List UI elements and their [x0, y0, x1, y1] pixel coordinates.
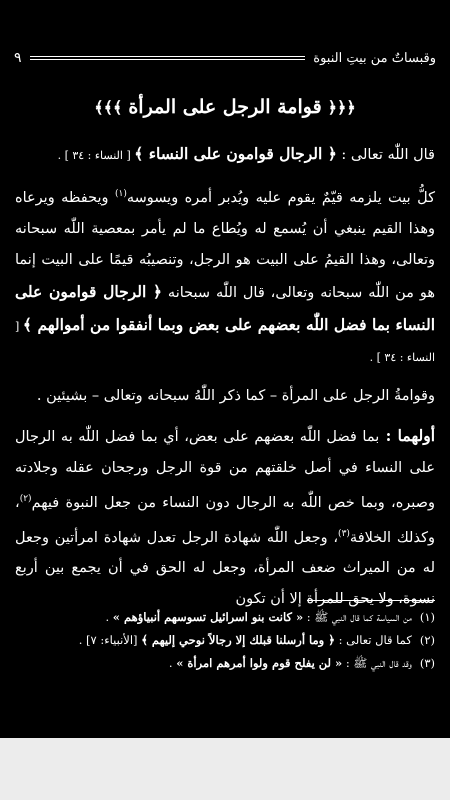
paragraph [15, 179, 435, 373]
hadith-quote: « كانت بنو اسرائيل تسوسهم أنبياؤهم » [112, 610, 304, 624]
text-run: كلُّ بيت يلزمه قيّمٌ يقوم عليه ويُدبر أمره ويسوسه [126, 189, 435, 206]
quran-verse: ﴿ الرجال قوامون على النساء بما فضل اللّٰه بعضهم على بعض وبما أنفقوا من أموالهم ﴾ [15, 281, 435, 334]
footnote [15, 629, 435, 652]
page-number: ٩ [14, 50, 22, 66]
footnote-marker[interactable]: (٢) [19, 493, 32, 504]
hadith-quote: « لن يفلح قوم ولوا أمرهم امرأة » [176, 656, 343, 670]
quran-verse: ﴿ وما أرسلنا قبلك إلا رجالاً نوحي إليهم ﴾ [141, 633, 335, 647]
footnotes [15, 606, 435, 675]
text-run: كما قال تعالى : [334, 633, 412, 647]
footnote [15, 606, 435, 629]
footnote-number: (٣) [419, 656, 435, 670]
footnote-number: (١) [419, 610, 435, 624]
text-run: بما فضل اللّٰه بعضهم على بعض، أي بما فضل اللّٰه به الرجال على النساء في أصل خلقتهم من قوة الرجل ورجحان عقله وجلادته وصبره، وبما خص اللّٰه به الرجال دون النساء من جعل النبوة فيهم [15, 428, 435, 511]
section-title-bar [40, 90, 410, 124]
ornament-bracket-icon: ﴿﴿﴿ [327, 97, 356, 117]
paragraph-lead: أولهما : [379, 425, 436, 445]
paragraph [15, 420, 435, 616]
verse-reference: [الأنبياء: ٧] . [78, 633, 142, 647]
verse-reference: [ النساء : ٣٤ ] . [57, 149, 135, 162]
text-run: . [168, 656, 177, 670]
footnote [15, 652, 435, 675]
verse-reference: [ النساء : ٣٤ ] . [15, 319, 435, 364]
section-title: قوامة الرجل على المرأة [128, 96, 322, 118]
text-run: ويحفظه ويرعاه وهذا القيم ينبغي أن يُسمع له ويُطاع ما لم يأمر بمعصية اللّٰه سبحانه وتعالى، وهذا القيمُ على البيت هو الرجل، وتنصيبُه قيمًا على البيت إنما هو من اللّٰه سبحانه وتعالى، قال اللّٰه سبحانه [15, 189, 435, 301]
quran-verse: ﴿ الرجال قوامون على النساء ﴾ [134, 144, 337, 163]
running-header [14, 47, 436, 69]
ornament-bracket-icon: ﴾﴾﴾ [94, 97, 123, 117]
text-run: وقد قال النبي ﷺ : [342, 656, 412, 670]
text-run: وقوامةُ الرجل على المرأة – كما ذكر اللّٰهُ سبحانه وتعالى – بشيئين . [36, 387, 435, 404]
footnote-marker[interactable]: (٣) [338, 528, 350, 539]
header-rule [30, 56, 306, 60]
paragraph [15, 138, 435, 171]
text-run: ، وجعل اللّٰه شهادة الرجل تعدل شهادة امرأتين وجعل له من الميراث ضعف المرأة، وجعل له الحق في أن يجمع بين أربع نسوة، ولا يحق للمرأة إلا أن تكون [15, 529, 435, 608]
footnote-number: (٢) [419, 633, 435, 647]
book-title: وقبساتٌ من بيتِ النبوة [313, 50, 436, 66]
text-run: . [105, 610, 113, 624]
footnote-rule [307, 600, 435, 601]
footnote-marker[interactable]: (١) [114, 189, 127, 199]
text-run: من السياسة كما قال النبي ﷺ : [303, 610, 412, 624]
text-run: ، وكذلك الخلافة [15, 494, 435, 546]
paragraph [15, 381, 435, 412]
text-run: قال اللّٰه تعالى : [336, 147, 435, 163]
main-text [15, 138, 435, 615]
